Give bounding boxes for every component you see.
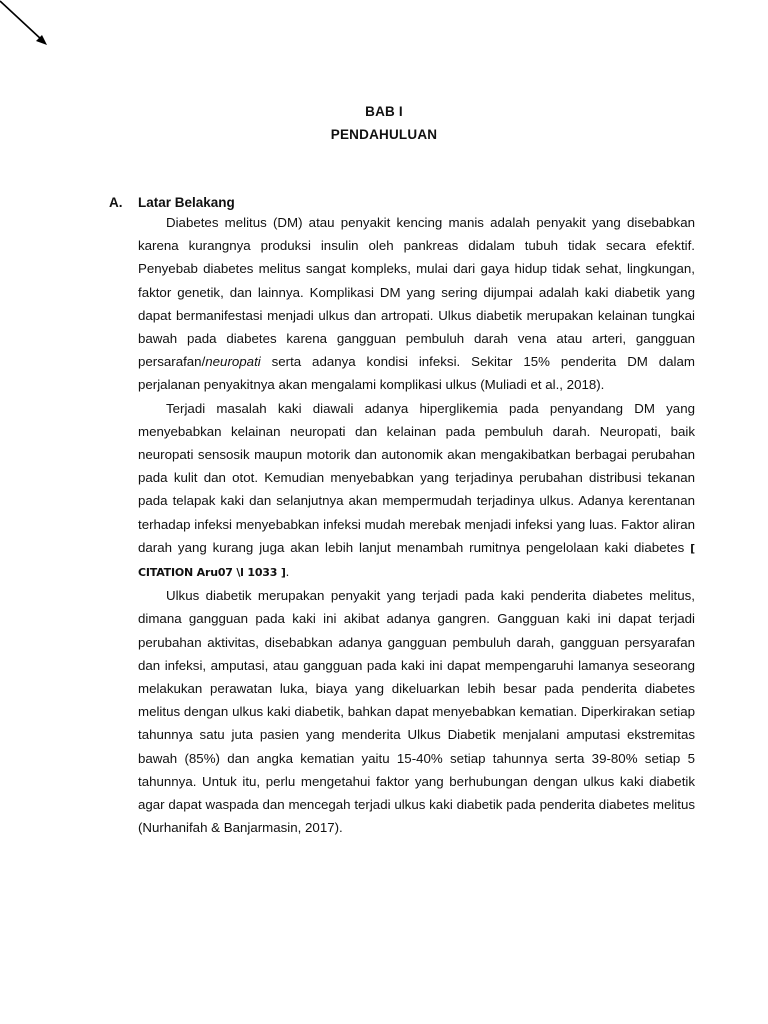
paragraph-2-end: . [285,564,290,580]
paragraph-1-end: serta adanya kondisi infeksi. Sekitar 15% penderita DM dalam perjalanan penyakitnya akan mengalami komplikasi ulkus (Muliadi et al., 2018). [138,354,695,393]
diagonal-arrow-icon [0,0,60,60]
section-letter: A. [109,195,123,210]
paragraph-1 [138,211,695,397]
citation-field: [ CITATION Aru07 \l 1033 ] [138,541,695,580]
section-title: Latar Belakang [138,195,235,210]
paragraph-2 [138,397,695,585]
paragraph-3: Ulkus diabetik merupakan penyakit yang terjadi pada kaki penderita diabetes melitus, dimana gangguan pada kaki ini akibat adanya gangren. Gangguan kaki ini dapat terjadi perubahan aktivitas, disebabkan adanya gangguan pembuluh darah, gangguan persyarafan dan infeksi, amputasi, atau gangguan pada kaki ini dapat mempengaruhi lamanya seseorang melakukan perawatan luka, biaya yang dikeluarkan lebih besar pada penderita diabetes melitus dengan ulkus kaki diabetik, bahkan dapat menyebabkan kematian. Diperkirakan setiap tahunnya satu juta pasien yang menderita Ulkus Diabetik menjalani amputasi ekstremitas bawah (85%) dan angka kematian yaitu 15-40% setiap tahunnya serta 39-80% setiap 5 tahunnya. Untuk itu, perlu mengetahui faktor yang berhubungan dengan ulkus kaki diabetik agar dapat waspada dan mencegah terjadi ulkus kaki diabetik pada penderita diabetes melitus (Nurhanifah & Banjarmasin, 2017). [138,588,695,836]
paragraph-1-italic: neuropati [205,354,261,370]
section-heading [109,195,235,210]
chapter-number: BAB I [365,104,403,119]
paragraph-2-text: Terjadi masalah kaki diawali adanya hiperglikemia pada penyandang DM yang menyebabkan kelainan neuropati dan kelainan pada pembuluh darah. Neuropati, baik neuropati sensosik maupun motorik dan autonomik akan mengakibatkan berbagai perubahan pada kulit dan otot. Kemudian menyebabkan yang terjadinya perubahan distribusi tekanan pada telapak kaki dan selanjutnya akan mempermudah terjadinya ulkus. Adanya kerentanan terhadap infeksi menyebabkan infeksi mudah merebak menjadi infeksi yang luas. Faktor aliran darah yang kurang juga akan lebih lanjut menambah rumitnya pengelolaan kaki diabetes [138,400,695,555]
body-text [138,211,695,839]
chapter-title: PENDAHULUAN [330,127,438,142]
paragraph-1-text: Diabetes melitus (DM) atau penyakit kencing manis adalah penyakit yang disebabkan karena kurangnya produksi insulin oleh pankreas didalam tubuh tidak secara efektif. Penyebab diabetes melitus sangat kompleks, mulai dari gaya hidup tidak sehat, lingkungan, faktor genetik, dan lainnya. Komplikasi DM yang sering dijumpai adalah kaki diabetik yang dapat bermanifestasi menjadi ulkus dan artropati. Ulkus diabetik merupakan kelainan tungkai bawah pada diabetes karena gangguan pembuluh darah vena atau arteri, gangguan persarafan/ [138,215,695,370]
